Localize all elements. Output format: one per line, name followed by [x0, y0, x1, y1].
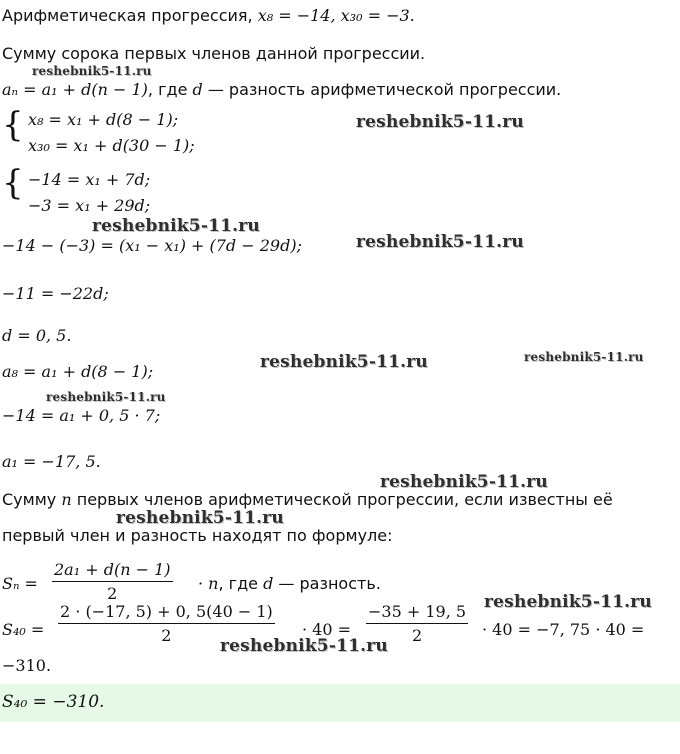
sum-explanation-line-2: первый член и разность находят по формуле: [2, 526, 393, 545]
s40-tail: · 40 = −7, 75 · 40 = [482, 620, 645, 639]
s40-middle: · 40 = [302, 620, 352, 639]
answer-text: S₄₀ = −310. [2, 692, 105, 712]
watermark: reshebnik5-11.ru [484, 592, 652, 612]
watermark: reshebnik5-11.ru [524, 350, 644, 364]
step-subtract: −14 − (−3) = (x₁ − x₁) + (7d − 29d); [2, 236, 302, 255]
s40-numerator-2: −35 + 19, 5 [366, 602, 468, 624]
sn-fraction [52, 560, 173, 603]
sum-explanation-line-1: Сумму n первых членов арифметической прогрессии, если известны её [2, 490, 613, 509]
watermark: reshebnik5-11.ru [92, 216, 260, 236]
sn-rhs: · n, где d — разность. [198, 574, 381, 593]
s40-denominator-1: 2 [161, 626, 172, 645]
system-1-eq-1: x₈ = x₁ + d(8 − 1); [28, 110, 179, 129]
an-formula: aₙ = a₁ + d(n − 1) [2, 80, 148, 99]
step-simplify: −11 = −22d; [2, 284, 109, 303]
s40-numerator-1: 2 · (−17, 5) + 0, 5(40 − 1) [58, 602, 275, 624]
watermark: reshebnik5-11.ru [380, 472, 548, 492]
watermark: reshebnik5-11.ru [46, 390, 166, 404]
system-2 [28, 170, 150, 222]
system-2-eq-1: −14 = x₁ + 7d; [28, 170, 151, 189]
watermark: reshebnik5-11.ru [116, 508, 284, 528]
watermark: reshebnik5-11.ru [220, 636, 388, 656]
problem-prefix: Арифметическая прогрессия, [2, 6, 258, 25]
system-2-eq-2: −3 = x₁ + 29d; [28, 196, 151, 215]
problem-statement [2, 6, 415, 25]
watermark: reshebnik5-11.ru [32, 64, 152, 78]
answer-box [0, 684, 680, 722]
system-brace-1: { [2, 105, 24, 145]
watermark: reshebnik5-11.ru [356, 232, 524, 252]
s40-result-line: −310. [2, 656, 52, 675]
watermark: reshebnik5-11.ru [260, 352, 428, 372]
system-brace-2: { [2, 163, 24, 203]
problem-given-values: x₈ = −14, x₃₀ = −3. [257, 6, 415, 25]
step-d-value: d = 0, 5. [2, 326, 72, 345]
sn-lhs: Sₙ = [2, 574, 38, 593]
task-text: Сумму сорока первых членов данной прогрессии. [2, 44, 426, 63]
sn-numerator: 2a₁ + d(n − 1) [52, 560, 173, 582]
system-1 [28, 110, 195, 162]
step-a8: a₈ = a₁ + d(8 − 1); [2, 362, 154, 381]
step-a8-substituted: −14 = a₁ + 0, 5 · 7; [2, 406, 161, 425]
nth-term-formula: aₙ = a₁ + d(n − 1), где d — разность арифметической прогрессии. [2, 80, 562, 99]
s40-denominator-2: 2 [411, 626, 423, 645]
system-1-eq-2: x₃₀ = x₁ + d(30 − 1); [28, 136, 195, 155]
sn-denominator: 2 [107, 584, 118, 603]
step-a1-value: a₁ = −17, 5. [2, 452, 101, 471]
watermark: reshebnik5-11.ru [356, 112, 524, 132]
s40-lhs: S₄₀ = [2, 620, 45, 639]
